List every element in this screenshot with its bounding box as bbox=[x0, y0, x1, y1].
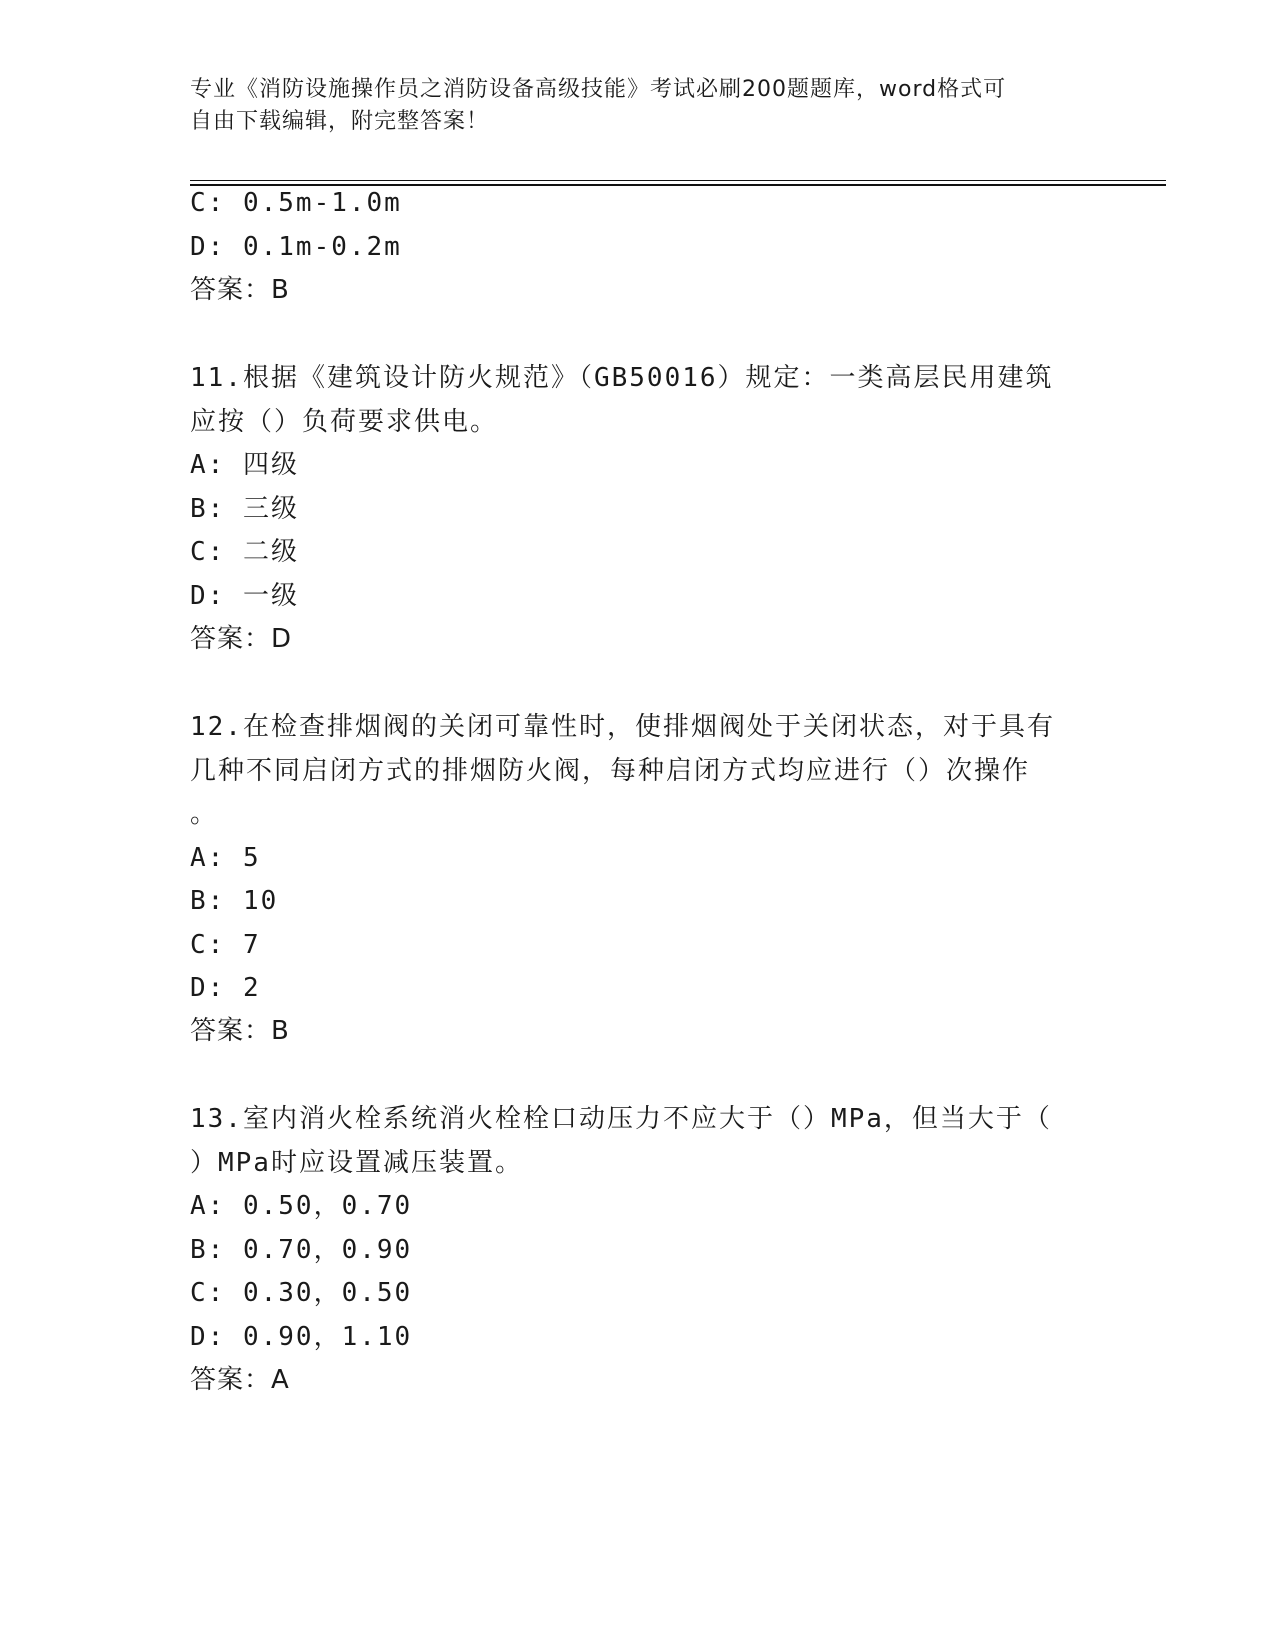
q12-stem-line-1: 12.在检查排烟阀的关闭可靠性时，使排烟阀处于关闭状态，对于具有 bbox=[190, 712, 1055, 742]
q10-answer: 答案：B bbox=[190, 275, 290, 305]
q10-option-d: D: 0.1m-0.2m bbox=[190, 232, 402, 262]
q13-option-c: C: 0.30，0.50 bbox=[190, 1278, 413, 1308]
q11-option-d: D: 一级 bbox=[190, 581, 299, 611]
header-divider-bottom bbox=[190, 184, 1166, 186]
q12-option-a: A: 5 bbox=[190, 843, 261, 873]
q11-stem-line-1: 11.根据《建筑设计防火规范》（GB50016）规定：一类高层民用建筑 bbox=[190, 363, 1054, 393]
q12-answer: 答案：B bbox=[190, 1016, 290, 1046]
q13-stem-line-1: 13.室内消火栓系统消火栓栓口动压力不应大于（）MPa，但当大于（ bbox=[190, 1104, 1052, 1134]
q13-stem-line-2: ）MPa时应设置减压装置。 bbox=[190, 1148, 523, 1178]
q12-option-c: C: 7 bbox=[190, 930, 261, 960]
q12-stem-line-2: 几种不同启闭方式的排烟防火阀，每种启闭方式均应进行（）次操作 bbox=[190, 756, 1031, 786]
q11-option-b: B: 三级 bbox=[190, 494, 299, 524]
q12-stem-line-3: 。 bbox=[190, 799, 219, 829]
q13-answer: 答案：A bbox=[190, 1365, 290, 1395]
header-line-2: 自由下载编辑，附完整答案！ bbox=[190, 109, 490, 134]
q11-stem-line-2: 应按（）负荷要求供电。 bbox=[190, 407, 499, 437]
header-divider-top bbox=[190, 180, 1166, 181]
page-header bbox=[190, 74, 1080, 138]
q13-option-a: A: 0.50，0.70 bbox=[190, 1191, 413, 1221]
q12-option-d: D: 2 bbox=[190, 973, 261, 1003]
q13-option-d: D: 0.90，1.10 bbox=[190, 1322, 413, 1352]
q13-option-b: B: 0.70，0.90 bbox=[190, 1235, 413, 1265]
q11-option-a: A: 四级 bbox=[190, 450, 299, 480]
q11-option-c: C: 二级 bbox=[190, 537, 299, 567]
q11-answer: 答案：D bbox=[190, 624, 293, 654]
q12-option-b: B: 10 bbox=[190, 886, 279, 916]
header-line-1: 专业《消防设施操作员之消防设备高级技能》考试必刷200题题库，word格式可 bbox=[190, 77, 1007, 102]
q10-option-c: C: 0.5m-1.0m bbox=[190, 188, 402, 218]
